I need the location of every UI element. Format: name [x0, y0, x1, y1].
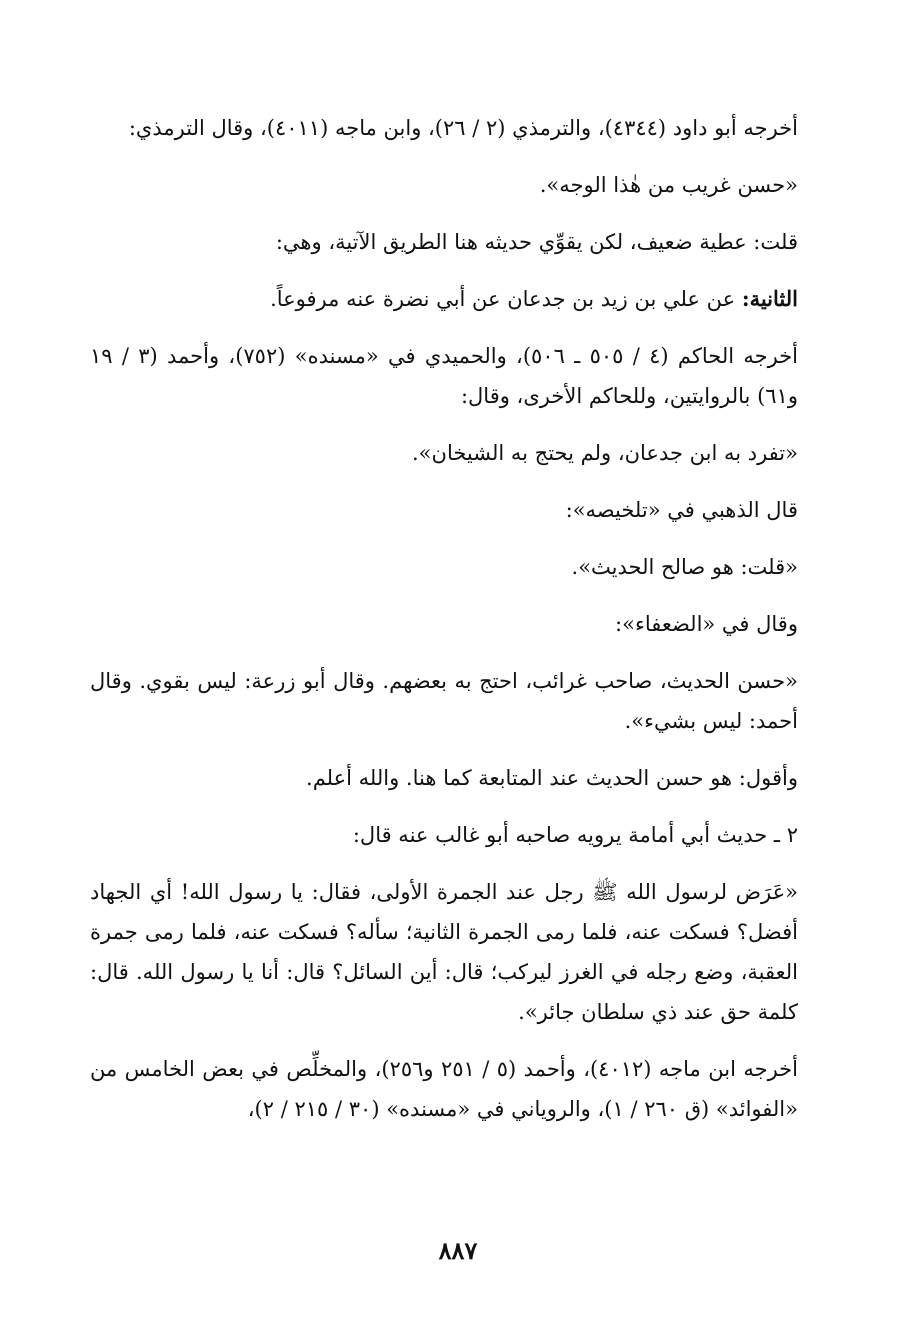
paragraph-11: وأقول: هو حسن الحديث عند المتابعة كما هنا. والله أعلم.	[306, 766, 798, 790]
section-text: عن علي بن زيد بن جدعان عن أبي نضرة عنه مرفوعاً.	[270, 287, 742, 311]
paragraph-14: أخرجه ابن ماجه (٤٠١٢)، وأحمد (٥ / ٢٥١ و٢٥٦)، والمخلِّص في بعض الخامس من «الفوائد» (ق ٢٦٠ / ١)، والروياني في «مسنده» (٣٠ / ٢١٥ / ٢)،	[90, 1057, 798, 1121]
paragraph-12: ٢ ـ حديث أبي أمامة يرويه صاحبه أبو غالب عنه قال:	[352, 823, 798, 847]
paragraph-3: قلت: عطية ضعيف، لكن يقوِّي حديثه هنا الطريق الآتية، وهي:	[275, 230, 798, 254]
paragraph-6: «تفرد به ابن جدعان، ولم يحتج به الشيخان».	[412, 441, 798, 465]
paragraph-13: «عَرَض لرسول الله ﷺ رجل عند الجمرة الأولى، فقال: يا رسول الله! أي الجهاد أفضل؟ فسكت عنه، فلما رمى الجمرة الثانية؛ سأله؟ فسكت عنه، فلما رمى جمرة العقبة، وضع رجله في الغرز ليركب؛ قال: أين السائل؟ قال: أنا يا رسول الله. قال: كلمة حق عند ذي سلطان جائر».	[90, 880, 798, 1024]
paragraph-1: أخرجه أبو داود (٤٣٤٤)، والترمذي (٢ / ٢٦)، وابن ماجه (٤٠١١)، وقال الترمذي:	[128, 116, 798, 140]
paragraph-10: «حسن الحديث، صاحب غرائب، احتج به بعضهم. وقال أبو زرعة: ليس بقوي. وقال أحمد: ليس بشيء».	[90, 669, 798, 733]
paragraph-2: «حسن غريب من هٰذا الوجه».	[539, 173, 798, 197]
page-number: ٨٨٧	[438, 1236, 478, 1265]
paragraph-5: أخرجه الحاكم (٤ / ٥٠٥ ـ ٥٠٦)، والحميدي في «مسنده» (٧٥٢)، وأحمد (٣ / ١٩ و٦١) بالروايتين، وللحاكم الأخرى، وقال:	[90, 344, 798, 408]
paragraph-9: وقال في «الضعفاء»:	[615, 612, 798, 636]
paragraph-8: «قلت: هو صالح الحديث».	[571, 555, 798, 579]
paragraph-4	[90, 279, 840, 319]
paragraph-7: قال الذهبي في «تلخيصه»:	[565, 498, 798, 522]
section-lead: الثانية:	[741, 286, 798, 311]
page-body	[90, 108, 840, 1129]
